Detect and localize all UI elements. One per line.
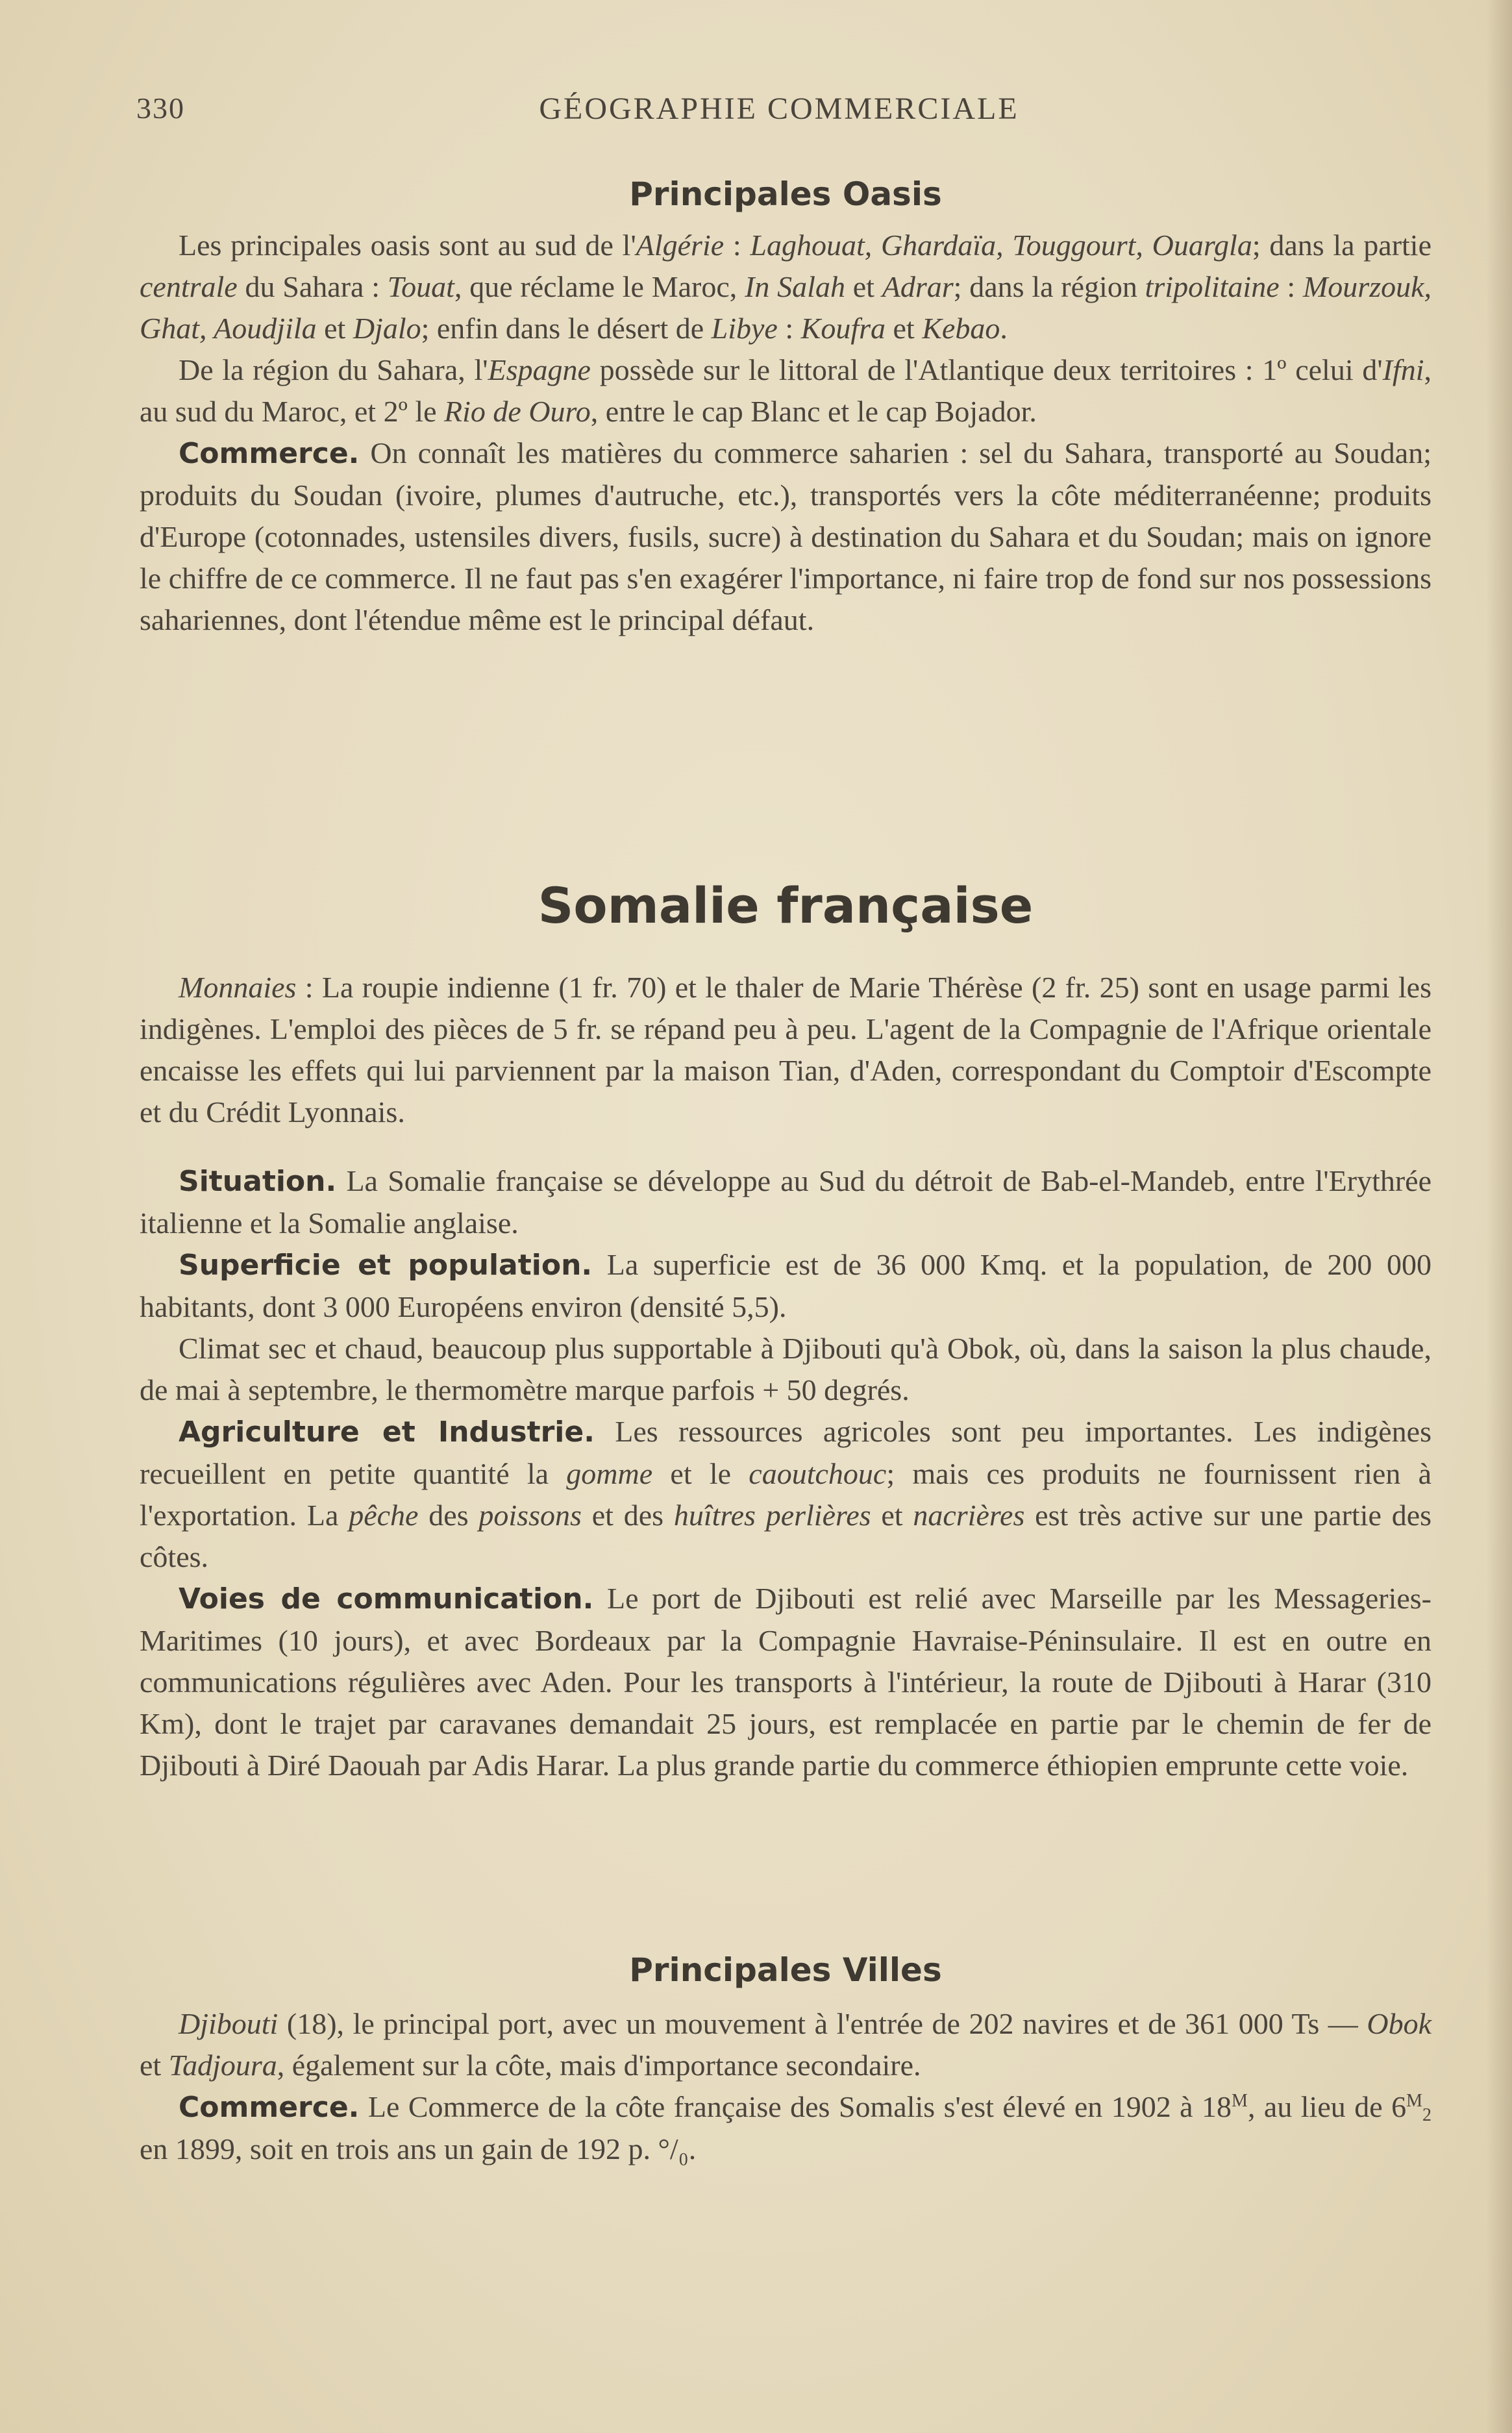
oasis-heading: Principales Oasis xyxy=(629,175,942,213)
monnaies-label: Monnaies xyxy=(179,971,297,1004)
voies-label: Voies de communication. xyxy=(179,1582,594,1616)
page-edge-shadow xyxy=(1486,0,1512,2433)
somalie-heading: Somalie française xyxy=(538,877,1034,934)
section-oasis xyxy=(140,175,1431,641)
situation-paragraph: Situation. La Somalie française se développe au Sud du détroit de Bab-el-Mandeb, entre l'Erythrée italienne et la Somalie anglaise. xyxy=(140,1164,1431,1240)
oasis-commerce-paragraph: Commerce. On connaît les matières du commerce saharien : sel du Sahara, transporté au Soudan; produits du Soudan (ivoire, plumes d'autruche, etc.), transportés vers la côte méditerranéenne; produits d'Europe (cotonnades, ustensiles divers, fusils, sucre) à destination du Sahara et du Soudan; mais on ignore le chiffre de ce commerce. Il ne faut pas s'en exagérer l'importance, ni faire trop de fond sur nos possessions sahariennes, dont l'étendue même est le principal défaut. xyxy=(140,436,1431,636)
oasis-commerce-label: Commerce. xyxy=(179,437,360,470)
superficie-paragraph: Superficie et population. La superficie est de 36 000 Kmq. et la population, de 200 000 habitants, dont 3 000 Européens environ (densité 5,5). xyxy=(140,1248,1431,1323)
voies-paragraph: Voies de communication. Le port de Djibouti est relié avec Marseille par les Messageries-Maritimes (10 jours), et avec Bordeaux par la Compagnie Havraise-Péninsulaire. Il est en outre en communications régulières avec Aden. Pour les transports à l'intérieur, la route de Djibouti à Harar (310 Km), dont le trajet par caravanes demandait 25 jours, est remplacée en partie par le chemin de fer de Djibouti à Diré Daouah par Adis Harar. La plus grande partie du commerce éthiopien emprunte cette voie. xyxy=(140,1582,1431,1782)
superficie-label: Superficie et population. xyxy=(179,1249,593,1282)
running-title: GÉOGRAPHIE COMMERCIALE xyxy=(539,92,1019,126)
monnaies-paragraph: Monnaies : La roupie indienne (1 fr. 70) et le thaler de Marie Thérèse (2 fr. 25) sont en usage parmi les indigènes. L'emploi des pièces de 5 fr. se répand peu à peu. L'agent de la Compagnie de l'Afrique orientale encaisse les effets qui lui parviennent par la maison Tian, d'Aden, correspondant du Comptoir d'Escompte et du Crédit Lyonnais. xyxy=(140,971,1431,1129)
villes-paragraph: Djibouti (18), le principal port, avec un mouvement à l'entrée de 202 navires et de 361 000 Ts — Obok et Tadjoura, également sur la côte, mais d'importance secondaire. xyxy=(140,2007,1431,2082)
page-header xyxy=(136,91,1422,130)
agriculture-label: Agriculture et Industrie. xyxy=(179,1416,595,1449)
villes-commerce-label: Commerce. xyxy=(179,2091,360,2124)
villes-heading: Principales Villes xyxy=(629,1951,942,1989)
agriculture-paragraph: Agriculture et Industrie. Les ressources agricoles sont peu importantes. Les indigènes recueillent en petite quantité la gomme et le caoutchouc; mais ces produits ne fournissent rien à l'exportation. La pêche des poissons et des huîtres perlières et nacrières est très active sur une partie des côtes. xyxy=(140,1415,1432,1573)
oasis-paragraph-2: De la région du Sahara, l'Espagne possède sur le littoral de l'Atlantique deux territoires : 1º celui d'Ifni, au sud du Maroc, et 2º le Rio de Ouro, entre le cap Blanc et le cap Bojador. xyxy=(140,353,1431,428)
section-villes xyxy=(140,1951,1431,2170)
page-number: 330 xyxy=(136,92,185,125)
section-somalie xyxy=(140,877,1431,1786)
oasis-paragraph-1: Les principales oasis sont au sud de l'Algérie : Laghouat, Ghardaïa, Touggourt, Ouargla; dans la partie centrale du Sahara : Touat, que réclame le Maroc, In Salah et Adrar; dans la région tripolitaine : Mourzouk, Ghat, Aoudjila et Djalo; enfin dans le désert de Libye : Koufra et Kebao. xyxy=(140,229,1432,345)
climat-paragraph: Climat sec et chaud, beaucoup plus supportable à Djibouti qu'à Obok, où, dans la saison la plus chaude, de mai à septembre, le thermomètre marque parfois + 50 degrés. xyxy=(140,1332,1431,1406)
villes-commerce-paragraph: Commerce. Le Commerce de la côte française des Somalis s'est élevé en 1902 à $18^M$, au lieu de $6^M_2$ en 1899, soit en trois ans un gain de 192 p. °/₀. xyxy=(140,2090,1431,2165)
situation-label: Situation. xyxy=(179,1165,337,1198)
